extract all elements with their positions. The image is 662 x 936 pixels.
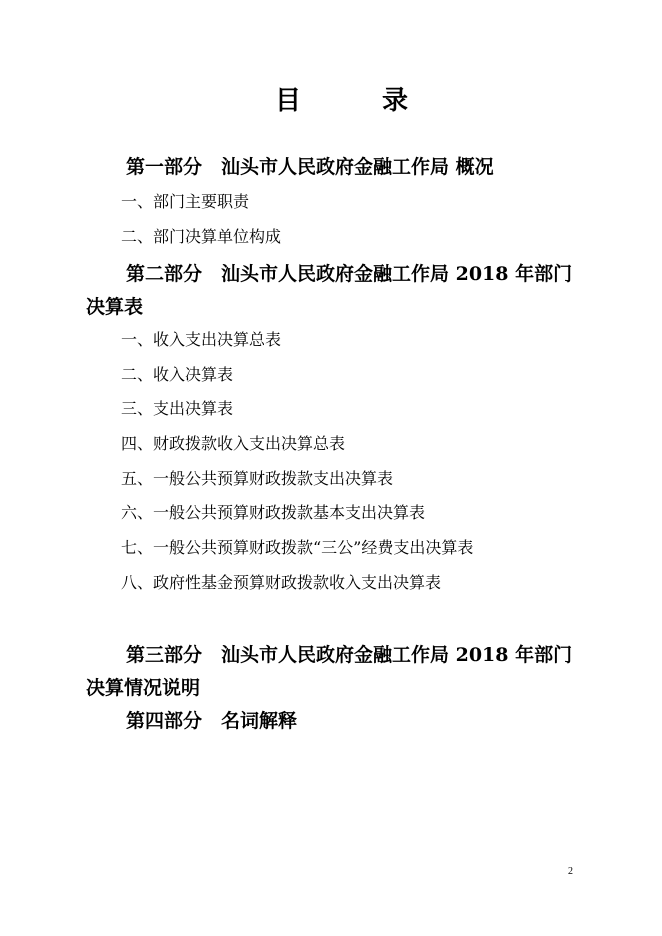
part2-heading xyxy=(86,257,586,291)
toc-item: 六、一般公共预算财政拨款基本支出决算表 xyxy=(121,503,426,522)
part3-heading xyxy=(86,638,586,672)
toc-item: 八、政府性基金预算财政拨款收入支出决算表 xyxy=(121,573,442,592)
part3-heading-line1: 第三部分 汕头市人民政府金融工作局 2018 年部门 xyxy=(126,644,573,666)
part2-heading-line2: 决算表 xyxy=(86,296,144,318)
toc-item: 一、收入支出决算总表 xyxy=(121,330,282,349)
toc-item: 五、一般公共预算财政拨款支出决算表 xyxy=(121,469,394,488)
title-char-2: 录 xyxy=(382,86,409,116)
page-number: 2 xyxy=(568,866,573,877)
toc-item: 一、部门主要职责 xyxy=(121,192,250,211)
toc-item: 二、部门决算单位构成 xyxy=(121,227,282,246)
part1-heading xyxy=(86,150,586,184)
toc-item: 三、支出决算表 xyxy=(121,399,234,418)
part3-heading-cont xyxy=(86,671,586,705)
toc-item: 七、一般公共预算财政拨款“三公”经费支出决算表 xyxy=(121,538,474,557)
part2-heading-cont xyxy=(86,290,586,324)
part3-heading-line2: 决算情况说明 xyxy=(86,677,201,699)
part2-heading-line1: 第二部分 汕头市人民政府金融工作局 2018 年部门 xyxy=(126,263,573,285)
toc-item: 四、财政拨款收入支出决算总表 xyxy=(121,434,346,453)
title-char-1: 目 xyxy=(275,86,302,116)
toc-item: 二、收入决算表 xyxy=(121,365,234,384)
part4-heading-text: 第四部分 名词解释 xyxy=(126,710,298,732)
part1-heading-text: 第一部分 汕头市人民政府金融工作局 概况 xyxy=(126,156,494,178)
part4-heading xyxy=(86,704,586,738)
